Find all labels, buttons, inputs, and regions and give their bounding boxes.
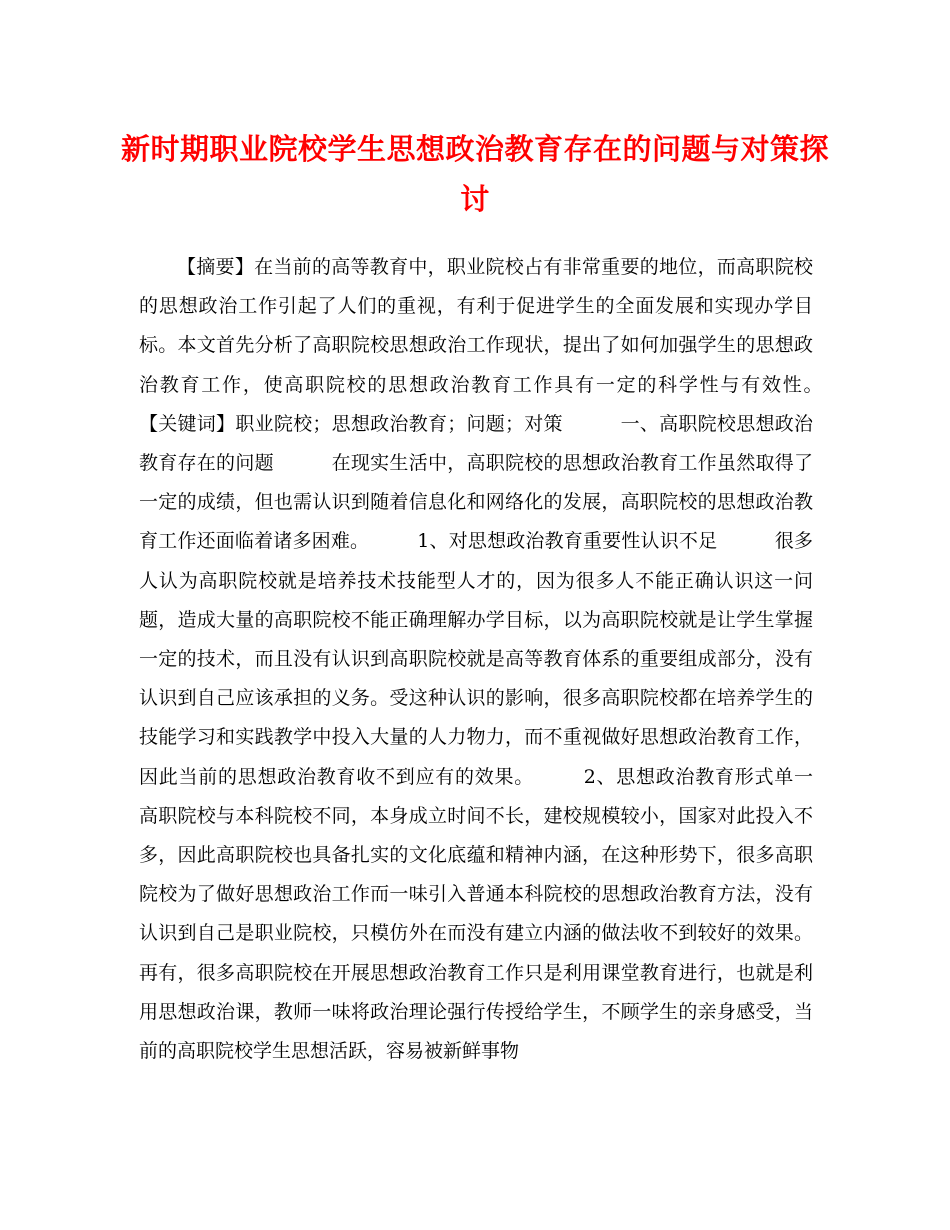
document-body-paragraph: 【摘要】在当前的高等教育中，职业院校占有非常重要的地位，而高职院校的思想政治工作引起了人们的重视，有利于促进学生的全面发展和实现办学目标。本文首先分析了高职院校思想政治工作现状，提出了如何加强学生的思想政治教育工作，使高职院校的思想政治教育工作具有一定的科学性与有效性。 【关键词】职业院校；思想政治教育；问题；对策 一、高职院校思想政治教育存在的问题 在现实生活中，高职院校的思想政治教育工作虽然取得了一定的成绩，但也需认识到随着信息化和网络化的发展，高职院校的思想政治教育工作还面临着诸多困难。 1、对思想政治教育重要性认识不足 很多人认为高职院校就是培养技术技能型人才的，因为很多人不能正确认识这一问题，造成大量的高职院校不能正确理解办学目标，以为高职院校就是让学生掌握一定的技术，而且没有认识到高职院校就是高等教育体系的重要组成部分，没有认识到自己应该承担的义务。受这种认识的影响，很多高职院校都在培养学生的技能学习和实践教学中投入大量的人力物力，而不重视做好思想政治教育工作，因此当前的思想政治教育收不到应有的效果。 2、思想政治教育形式单一 高职院校与本科院校不同，本身成立时间不长，建校规模较小，国家对此投入不多，因此高职院校也具备扎实的文化底蕴和精神内涵，在这种形势下，很多高职院校为了做好思想政治工作而一味引入普通本科院校的思想政治教育方法，没有认识到自己是职业院校，只模仿外在而没有建立内涵的做法收不到较好的效果。再有，很多高职院校在开展思想政治教育工作只是利用课堂教育进行，也就是利用思想政治课，教师一味将政治理论强行传授给学生，不顾学生的亲身感受，当前的高职院校学生思想活跃，容易被新鲜事物 bbox=[139, 256, 890, 1063]
document-title-line-1: 新时期职业院校学生思想政治教育存在的问题与对策探 bbox=[120, 132, 829, 166]
document-title bbox=[120, 124, 830, 224]
document-title-line-2: 讨 bbox=[460, 182, 490, 216]
